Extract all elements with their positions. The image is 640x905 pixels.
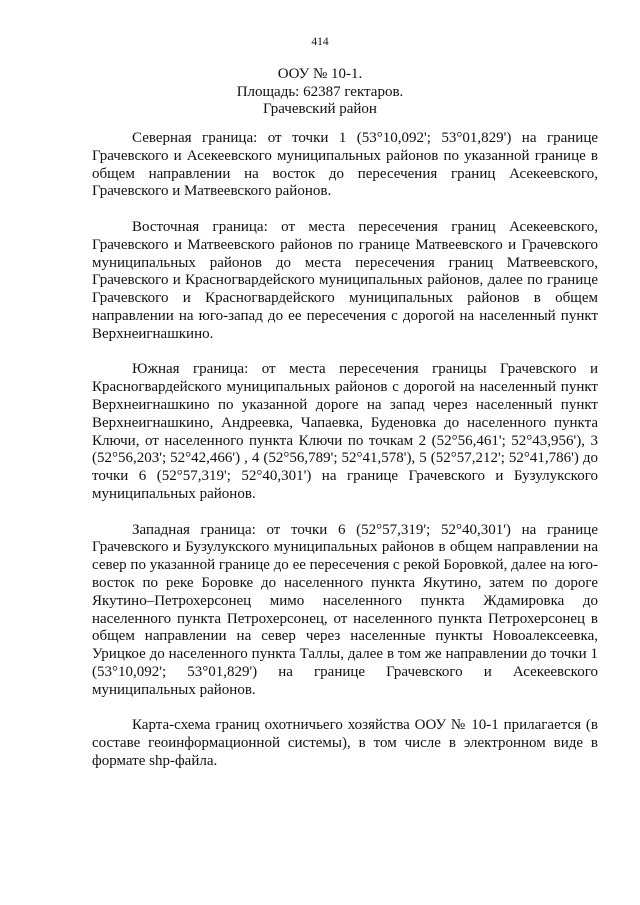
page-number: 414 [311, 36, 329, 48]
map-note-paragraph: Карта-схема границ охотничьего хозяйства ООУ № 10-1 прилагается (в составе геоинформационной системы), в том числе в электронном виде в формате shp-файла. [92, 717, 598, 769]
west-boundary-paragraph: Западная граница: от точки 6 (52°57,319'; 52°40,301') на границе Грачевского и Бузулукского муниципальных районов в общем направлении на север по указанной границе до ее пересечения с рекой Боровкой, далее на юго-восток по реке Боровке до населенного пункта Якутино, затем по дороге Якутино–Петрохерсонец мимо населенного пункта Ждамировка до населенного пункта Петрохерсонец, от населенного пункта Петрохерсонец в общем направлении на север через населенные пункты Новоалексеевка, Урицкое до населенного пункта Таллы, далее в том же направлении до точки 1 (53°10,092'; 53°01,829') на границе Грачевского и Асекеевского муниципальных районов. [92, 521, 598, 698]
north-boundary-paragraph: Северная граница: от точки 1 (53°10,092'; 53°01,829') на границе Грачевского и Асекеевского муниципальных районов по указанной границе в общем направлении на восток до пересечения границ Асекеевского, Грачевского и Матвеевского районов. [92, 130, 598, 200]
district-line: Грачевский район [263, 101, 377, 117]
document-title: ООУ № 10-1. [277, 66, 363, 82]
east-boundary-paragraph: Восточная граница: от места пересечения границ Асекеевского, Грачевского и Матвеевского районов по границе Матвеевского и Грачевского муниципальных районов до места пересечения границ Матвеевского, Грачевского и Красногвардейского муниципальных районов, далее по границе Грачевского и Красногвардейского муниципальных районов в общем направлении на юго-запад до ее пересечения с дорогой на населенный пункт Верхнеигнашкино. [92, 218, 598, 342]
document-body [92, 130, 598, 771]
south-boundary-paragraph: Южная граница: от места пересечения границы Грачевского и Красногвардейского муниципальных районов с дорогой на населенный пункт Верхнеигнашкино по указанной дороге на запад через населенный пункт Верхнеигнашкино, Андреевка, Чапаевка, Буденовка до населенного пункта Ключи, от населенного пункта Ключи по точкам 2 (52°56,461'; 52°43,956'), 3 (52°56,203'; 52°42,466') , 4 (52°56,789'; 52°41,578'), 5 (52°57,212'; 52°41,786') до точки 6 (52°57,319'; 52°40,301') на границе Грачевского и Бузулукского муниципальных районов. [92, 361, 598, 502]
area-line: Площадь: 62387 гектаров. [236, 83, 404, 100]
document-header [0, 66, 640, 119]
